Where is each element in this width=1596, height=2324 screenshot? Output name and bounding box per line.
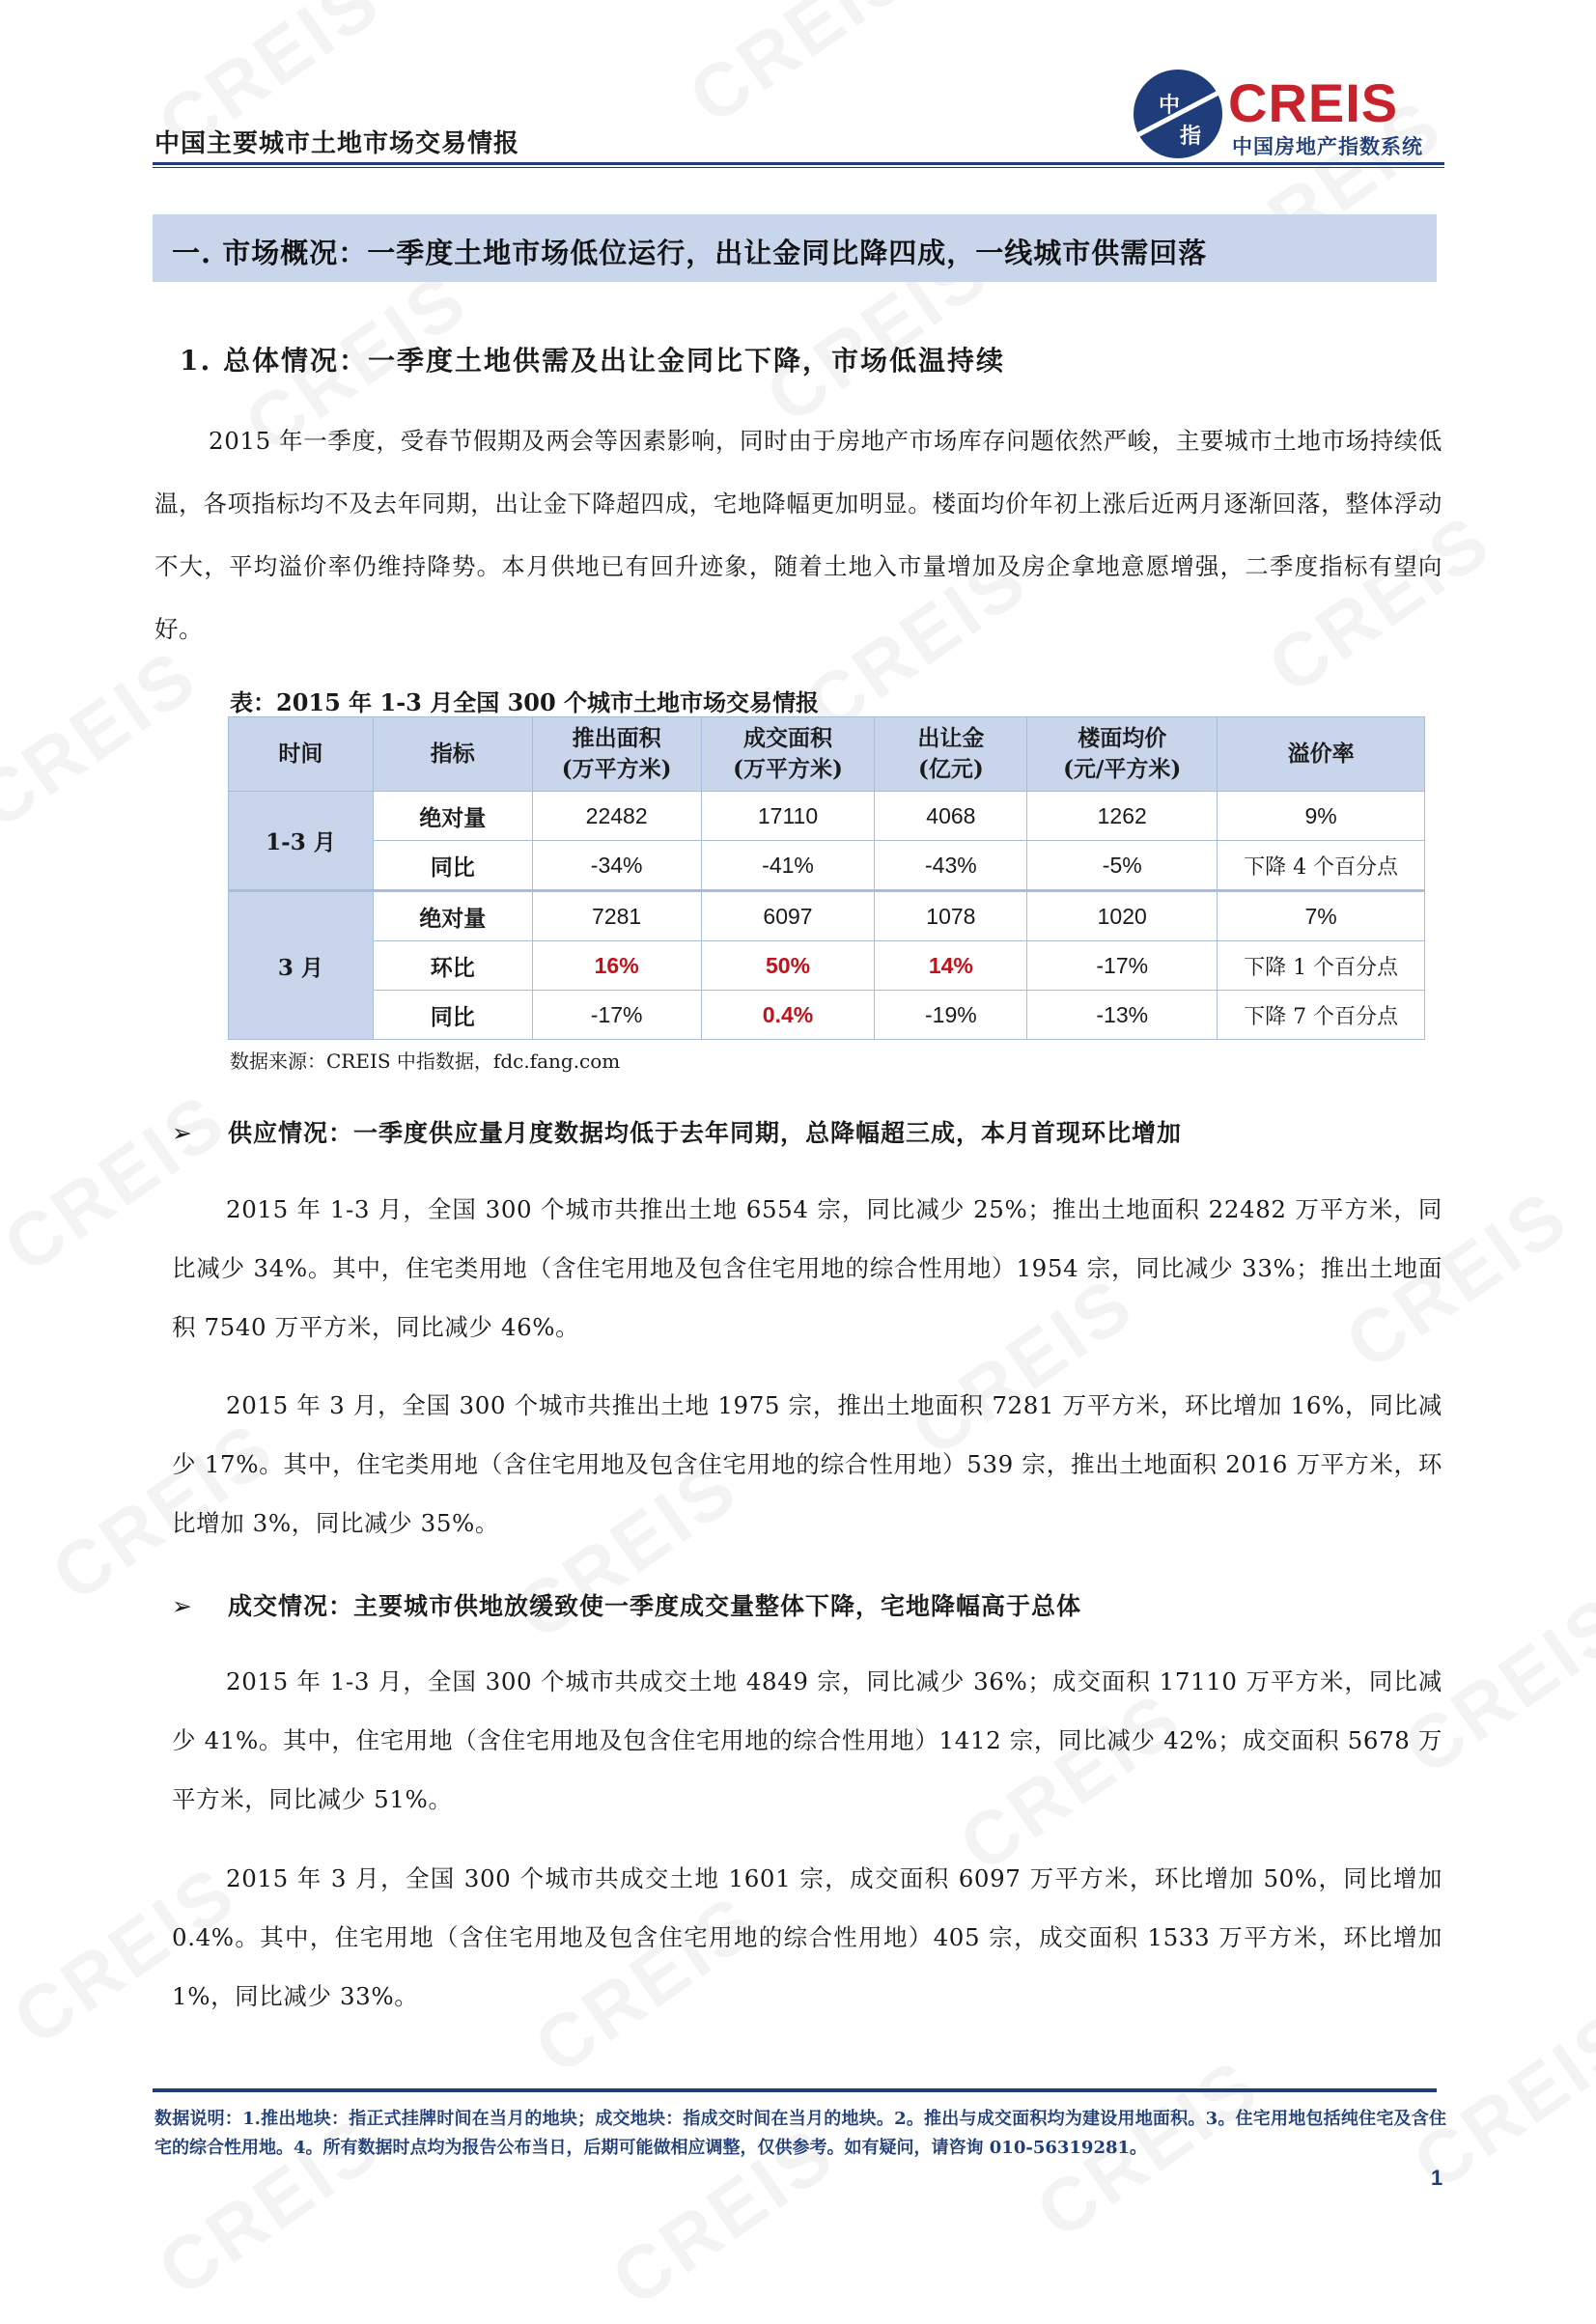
deal-paragraph-2: 2015 年 3 月，全国 300 个城市共成交土地 1601 宗，成交面积 6097 万平方米，环比增加 50%，同比增加 0.4%。其中，住宅用地（含住宅用地及包含住宅用地的综合性用地）405 宗，成交面积 1533 万平方米，环比增加 1%，同比减少 33%。	[172, 1864, 1442, 2010]
revenue-cell: 1078	[875, 891, 1027, 941]
section-banner	[153, 214, 1437, 282]
supply-paragraph-2: 2015 年 3 月，全国 300 个城市共推出土地 1975 宗，推出土地面积 7281 万平方米，环比增加 16%，同比减少 17%。其中，住宅类用地（含住宅用地及包含住宅用地的综合性用地）539 宗，推出土地面积 2016 万平方米，环比增加 3%，同比减少 35%。	[172, 1391, 1442, 1537]
metric-cell: 绝对量	[373, 891, 532, 941]
premium-cell: 下降 1 个百分点	[1218, 941, 1425, 991]
price-cell: 1262	[1027, 792, 1218, 841]
premium-cell: 下降 7 个百分点	[1218, 991, 1425, 1040]
supply-paragraph-1: 2015 年 1-3 月，全国 300 个城市共推出土地 6554 宗，同比减少 25%；推出土地面积 22482 万平方米，同比减少 34%。其中，住宅类用地（含住宅用地及包含住宅用地的综合性用地）1954 宗，同比减少 33%；推出土地面积 7540 万平方米，同比减少 46%。	[172, 1195, 1442, 1341]
deal-cell: 0.4%	[701, 991, 875, 1040]
watermark	[0, 631, 213, 847]
header-metric: 指标	[373, 717, 532, 792]
deal-heading-text: 成交情况：主要城市供地放缓致使一季度成交量整体下降，宅地降幅高于总体	[228, 1592, 1082, 1620]
header-premium: 溢价率	[1218, 717, 1425, 792]
table-source: 数据来源：CREIS 中指数据，fdc.fang.com	[230, 1050, 621, 1073]
arrow-bullet-icon: ➢	[172, 1592, 193, 1620]
deal-cell: -41%	[701, 841, 875, 891]
table-row	[229, 991, 1425, 1040]
supply-heading-text: 供应情况：一季度供应量月度数据均低于去年同期，总降幅超三成，本月首现环比增加	[228, 1119, 1183, 1147]
section-title: 一. 市场概况：一季度土地市场低位运行，出让金同比降四成，一线城市供需回落	[172, 237, 1208, 269]
header-deal: 成交面积 (万平方米)	[701, 717, 875, 792]
price-cell: -5%	[1027, 841, 1218, 891]
watermark	[673, 0, 928, 142]
header-time: 时间	[229, 717, 374, 792]
revenue-cell: -19%	[875, 991, 1027, 1040]
premium-cell: 7%	[1218, 891, 1425, 941]
deal-cell: 17110	[701, 792, 875, 841]
revenue-cell: 4068	[875, 792, 1027, 841]
logo-mark-bottom: 指	[1180, 125, 1202, 149]
arrow-bullet-icon: ➢	[172, 1119, 193, 1147]
header-price: 楼面均价 (元/平方米)	[1027, 717, 1218, 792]
premium-cell: 下降 4 个百分点	[1218, 841, 1425, 891]
supply-heading	[172, 1114, 1182, 1149]
revenue-cell: -43%	[875, 841, 1027, 891]
supply-cell: 22482	[532, 792, 701, 841]
logo-subtitle: 中国房地产指数系统	[1232, 135, 1423, 158]
metric-cell: 同比	[373, 991, 532, 1040]
logo-mark-top: 中	[1159, 94, 1181, 118]
table-row	[229, 891, 1425, 941]
table-row	[229, 841, 1425, 891]
creis-logo-mark-icon	[1132, 68, 1224, 160]
deal-cell: 50%	[701, 941, 875, 991]
logo-wordmark: CREIS	[1228, 72, 1399, 133]
price-cell: -13%	[1027, 991, 1218, 1040]
supply-cell: -17%	[532, 991, 701, 1040]
footer-rule	[153, 2088, 1437, 2092]
metric-cell: 绝对量	[373, 792, 532, 841]
header-rule	[153, 162, 1444, 165]
header-revenue: 出让金 (亿元)	[875, 717, 1027, 792]
intro-paragraph: 2015 年一季度，受春节假期及两会等因素影响，同时由于房地产市场库存问题依然严峻，主要城市土地市场持续低温，各项指标均不及去年同期，出让金下降超四成，宅地降幅更加明显。楼面均价年初上涨后近两月逐渐回落，整体浮动不大，平均溢价率仍维持降势。本月供地已有回升迹象，随着土地入市量增加及房企拿地意愿增强，二季度指标有望向好。	[154, 427, 1442, 643]
header-rule-thin	[153, 167, 1444, 168]
price-cell: 1020	[1027, 891, 1218, 941]
table-row	[229, 941, 1425, 991]
page-number: 1	[1431, 2166, 1443, 2190]
land-market-table	[228, 716, 1425, 1040]
revenue-cell: 14%	[875, 941, 1027, 991]
metric-cell: 环比	[373, 941, 532, 991]
group-label-q1: 1-3 月	[229, 792, 374, 891]
subsection-heading: 1. 总体情况：一季度土地供需及出让金同比下降，市场低温持续	[180, 345, 1005, 377]
table-title: 表：2015 年 1-3 月全国 300 个城市土地市场交易情报	[230, 688, 820, 716]
document-title: 中国主要城市土地市场交易情报	[154, 129, 520, 158]
table-header-row	[229, 717, 1425, 792]
creis-logo	[1132, 68, 1450, 160]
supply-cell: 7281	[532, 891, 701, 941]
premium-cell: 9%	[1218, 792, 1425, 841]
metric-cell: 同比	[373, 841, 532, 891]
price-cell: -17%	[1027, 941, 1218, 991]
supply-cell: -34%	[532, 841, 701, 891]
deal-paragraph-1: 2015 年 1-3 月，全国 300 个城市共成交土地 4849 宗，同比减少 36%；成交面积 17110 万平方米，同比减少 41%。其中，住宅用地（含住宅用地及包含住宅用地的综合性用地）1412 宗，同比减少 42%；成交面积 5678 万平方米，同比减少 51%。	[172, 1667, 1442, 1813]
table-row	[229, 792, 1425, 841]
supply-cell: 16%	[532, 941, 701, 991]
deal-heading	[172, 1587, 1081, 1622]
footer-note: 数据说明：1.推出地块：指正式挂牌时间在当月的地块；成交地块：指成交时间在当月的地块。2。推出与成交面积均为建设用地面积。3。住宅用地包括纯住宅及含住宅的综合性用地。4。所有数据时点均为报告公布当日，后期可能做相应调整，仅供参考。如有疑问，请咨询 010-56319281。	[154, 2109, 1446, 2158]
group-label-march: 3 月	[229, 891, 374, 1040]
header-supply: 推出面积 (万平方米)	[532, 717, 701, 792]
deal-cell: 6097	[701, 891, 875, 941]
